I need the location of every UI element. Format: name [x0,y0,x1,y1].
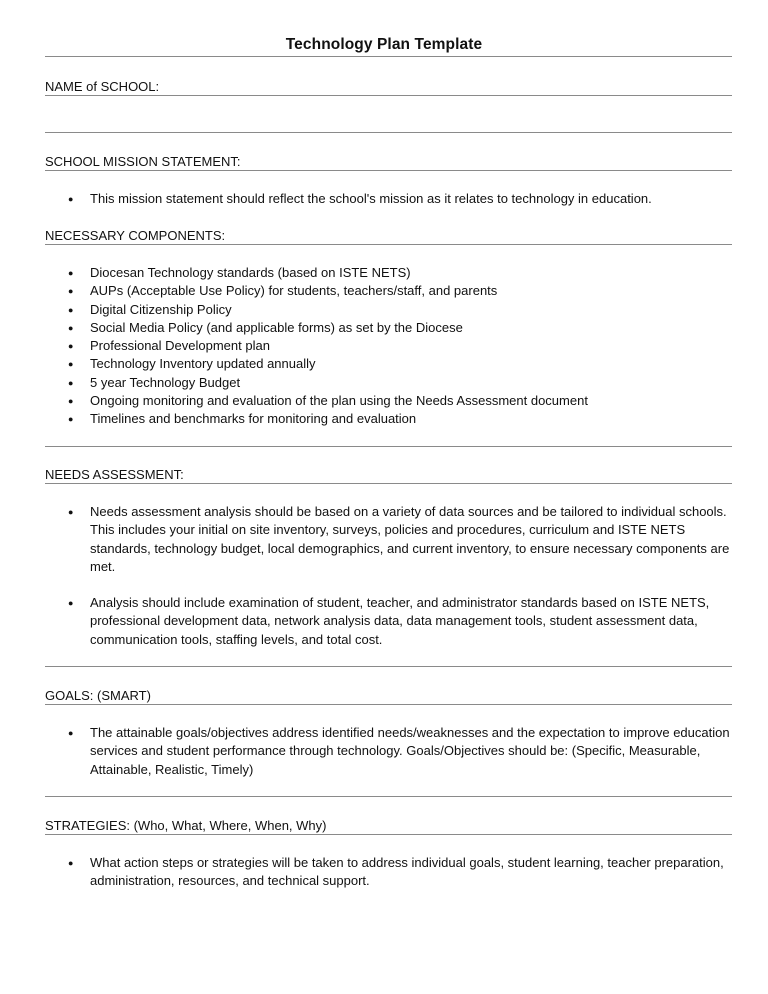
list-item: ● Ongoing monitoring and evaluation of the plan using the Needs Assessment document [45,392,735,410]
list-item: ● The attainable goals/objectives address identified needs/weaknesses and the expectation to improve education services and student performance through technology. Goals/Objectives should be: (Specific, Measurable, Attainable, Realistic, Timely) [45,724,735,779]
components-underline [45,244,732,245]
section-divider [45,666,732,667]
list-item: ● 5 year Technology Budget [45,374,735,392]
list-item: ● Needs assessment analysis should be based on a variety of data sources and be tailored to individual schools. This includes your initial on site inventory, surveys, policies and procedures, curriculum and ISTE NETS standards, technology budget, local demographics, and current inventory, to ensure necessary components are met. [45,503,735,576]
mission-heading: SCHOOL MISSION STATEMENT: [45,154,241,169]
list-item: ● Digital Citizenship Policy [45,301,735,319]
list-item: ● This mission statement should reflect the school's mission as it relates to technology in education. [45,190,735,208]
list-item: ● AUPs (Acceptable Use Policy) for students, teachers/staff, and parents [45,282,735,300]
mission-list [45,190,735,208]
title-divider [45,56,732,57]
needs-underline [45,483,732,484]
goals-list [45,724,735,779]
components-list [45,264,735,429]
list-item: ● Social Media Policy (and applicable forms) as set by the Diocese [45,319,735,337]
strategies-heading: STRATEGIES: (Who, What, Where, When, Why) [45,818,327,833]
section-divider [45,796,732,797]
list-item: ● Technology Inventory updated annually [45,355,735,373]
section-divider [45,446,732,447]
components-heading: NECESSARY COMPONENTS: [45,228,226,243]
mission-underline [45,170,732,171]
school-name-blank-line [45,132,732,133]
strategies-underline [45,834,732,835]
needs-heading: NEEDS ASSESSMENT: [45,467,184,482]
goals-underline [45,704,732,705]
strategies-list [45,854,735,891]
list-item: ● Professional Development plan [45,337,735,355]
needs-list [45,503,735,649]
list-item: ● Diocesan Technology standards (based on ISTE NETS) [45,264,735,282]
school-name-heading: NAME of SCHOOL: [45,79,160,94]
document-title: Technology Plan Template [285,36,483,53]
list-item: ● Timelines and benchmarks for monitoring and evaluation [45,410,735,428]
school-name-underline [45,95,732,96]
list-item: ● What action steps or strategies will be taken to address individual goals, student learning, teacher preparation, administration, resources, and technical support. [45,854,735,891]
goals-heading: GOALS: (SMART) [45,688,151,703]
list-item: ● Analysis should include examination of student, teacher, and administrator standards based on ISTE NETS, professional development data, network analysis data, data management tools, student assessment data, communication tools, staffing levels, and total cost. [45,594,735,649]
